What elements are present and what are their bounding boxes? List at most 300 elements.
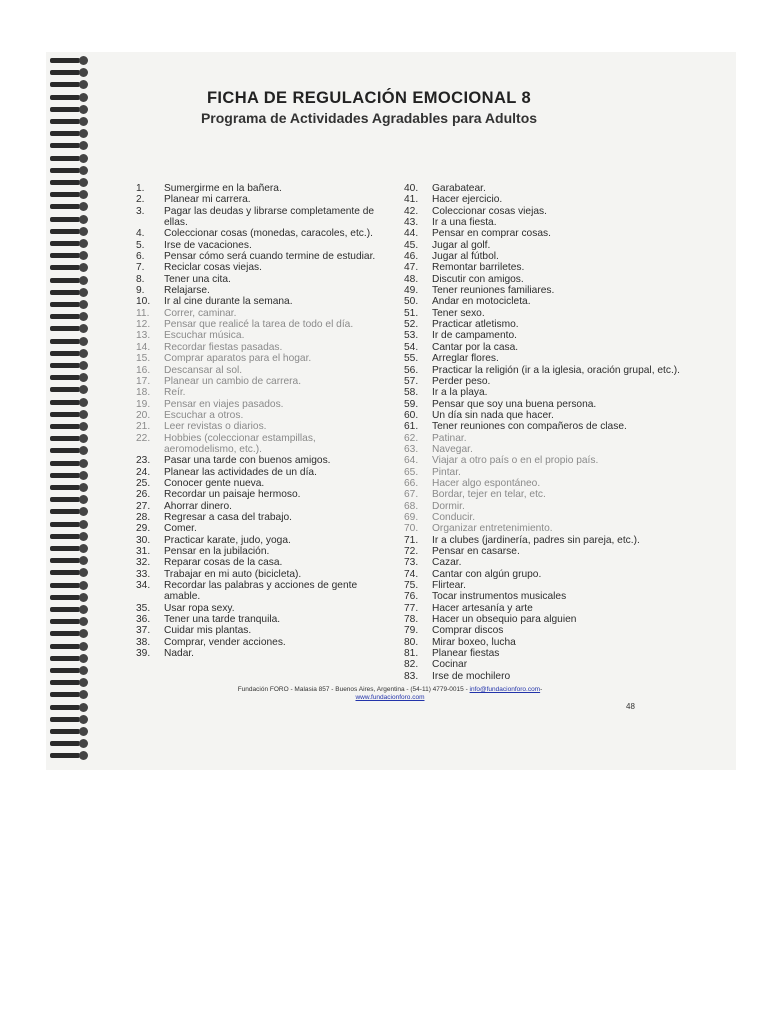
- list-item: [404, 274, 694, 285]
- item-text: Pensar en la jubilación.: [164, 546, 270, 557]
- list-item: [136, 183, 382, 194]
- item-text: Trabajar en mi auto (bicicleta).: [164, 568, 302, 580]
- item-number: 10.: [136, 296, 151, 308]
- item-number: 73.: [404, 557, 419, 569]
- list-item: [136, 478, 382, 489]
- item-text: Usar ropa sexy.: [164, 602, 235, 614]
- item-number: 80.: [404, 636, 419, 648]
- item-number: 48.: [404, 273, 419, 285]
- item-number: 55.: [404, 353, 419, 365]
- list-item: [136, 421, 382, 432]
- item-text: Planear un cambio de carrera.: [164, 375, 302, 387]
- spiral-ring-icon: [50, 446, 88, 455]
- list-item: [404, 535, 694, 546]
- list-item: [404, 671, 694, 682]
- item-text: Conocer gente nueva.: [164, 477, 265, 489]
- item-text: Pensar que realicé la tarea de todo el día.: [164, 319, 354, 331]
- item-text: Ir a una fiesta.: [432, 217, 497, 229]
- item-text: Pensar cómo será cuando termine de estudiar.: [164, 251, 376, 263]
- list-item: [404, 342, 694, 353]
- item-text: Organizar entretenimiento.: [432, 523, 553, 535]
- footer-email-link[interactable]: info@fundacionforo.com: [469, 686, 541, 693]
- item-text: Cuidar mis plantas.: [164, 625, 252, 637]
- page-subtitle: Programa de Actividades Agradables para Adultos: [200, 110, 538, 126]
- spiral-ring-icon: [50, 373, 88, 382]
- list-item: [136, 637, 382, 648]
- item-text: Cantar por la casa.: [432, 341, 519, 353]
- item-text: Remontar barriletes.: [432, 262, 525, 274]
- item-number: 65.: [404, 466, 419, 478]
- list-item: [136, 194, 382, 205]
- item-number: 11.: [136, 307, 150, 319]
- item-number: 25.: [136, 477, 151, 489]
- item-number: 7.: [136, 262, 145, 274]
- spiral-ring-icon: [50, 80, 88, 89]
- spiral-ring-icon: [50, 629, 88, 638]
- page-number: 48: [626, 702, 635, 711]
- spiral-ring-icon: [50, 459, 88, 468]
- item-text: Garabatear.: [432, 183, 486, 194]
- list-item: [404, 194, 694, 205]
- list-item: [136, 365, 382, 376]
- item-number: 12.: [136, 319, 151, 331]
- item-number: 5.: [136, 239, 145, 251]
- list-item: [404, 659, 694, 670]
- item-text: Sumergirme en la bañera.: [164, 183, 282, 194]
- item-text: Mirar boxeo, lucha: [432, 636, 516, 648]
- item-text: Ir a la playa.: [432, 387, 488, 399]
- item-number: 36.: [136, 614, 151, 626]
- item-number: 28.: [136, 511, 151, 523]
- item-text: Patinar.: [432, 432, 467, 444]
- list-item: [136, 546, 382, 557]
- list-item: [404, 217, 694, 228]
- spiral-ring-icon: [50, 715, 88, 724]
- spiral-ring-icon: [50, 349, 88, 358]
- spiral-ring-icon: [50, 288, 88, 297]
- list-item: [404, 353, 694, 364]
- item-number: 38.: [136, 636, 151, 648]
- item-text: Conducir.: [432, 511, 476, 523]
- spiral-ring-icon: [50, 581, 88, 590]
- item-text: Comprar, vender acciones.: [164, 636, 286, 648]
- item-number: 13.: [136, 330, 151, 342]
- spiral-ring-icon: [50, 93, 88, 102]
- list-item: [136, 262, 382, 273]
- spiral-ring-icon: [50, 141, 88, 150]
- item-text: Planear fiestas: [432, 648, 500, 660]
- list-item: [404, 580, 694, 591]
- list-item: [136, 285, 382, 296]
- item-number: 3.: [136, 205, 145, 217]
- document-header: [134, 89, 604, 126]
- list-item: [404, 625, 694, 636]
- spiral-ring-icon: [50, 556, 88, 565]
- item-text: Viajar a otro país o en el propio país.: [432, 455, 599, 467]
- item-text: Hacer ejercicio.: [432, 194, 503, 206]
- spiral-ring-icon: [50, 593, 88, 602]
- spiral-ring-icon: [50, 300, 88, 309]
- spiral-ring-icon: [50, 422, 88, 431]
- spiral-ring-icon: [50, 105, 88, 114]
- item-text: Irse de mochilero: [432, 670, 511, 682]
- list-item: [404, 206, 694, 217]
- list-item: [404, 433, 694, 444]
- list-item: [404, 410, 694, 421]
- item-number: 34.: [136, 580, 151, 592]
- list-item: [404, 262, 694, 273]
- item-text: Practicar karate, judo, yoga.: [164, 534, 291, 546]
- item-text: Hacer algo espontáneo.: [432, 477, 541, 489]
- list-item: [136, 603, 382, 614]
- list-item: [136, 330, 382, 341]
- spiral-ring-icon: [50, 251, 88, 260]
- item-number: 21.: [136, 421, 151, 433]
- list-item: [404, 523, 694, 534]
- spiral-ring-icon: [50, 117, 88, 126]
- item-number: 22.: [136, 432, 151, 444]
- list-item: [404, 603, 694, 614]
- item-number: 76.: [404, 591, 419, 603]
- spiral-ring-icon: [50, 703, 88, 712]
- footer-address: Fundación FORO - Malasia 857 - Buenos Aires, Argentina - (54-11) 4779-0015 -: [237, 686, 470, 693]
- item-text: Ahorrar dinero.: [164, 500, 232, 512]
- spiral-ring-icon: [50, 227, 88, 236]
- item-text: Flirtear.: [432, 580, 466, 592]
- item-text: Correr, caminar.: [164, 307, 237, 319]
- list-item: [404, 376, 694, 387]
- list-item: [136, 557, 382, 568]
- spiral-ring-icon: [50, 617, 88, 626]
- item-number: 23.: [136, 455, 151, 467]
- item-text: Reciclar cosas viejas.: [164, 262, 262, 274]
- item-number: 47.: [404, 262, 419, 274]
- list-item: [136, 433, 382, 456]
- activities-list-left: [136, 183, 382, 659]
- spiral-ring-icon: [50, 263, 88, 272]
- item-number: 2.: [136, 194, 145, 206]
- item-number: 4.: [136, 228, 145, 240]
- item-number: 35.: [136, 602, 151, 614]
- spiral-ring-icon: [50, 642, 88, 651]
- item-text: Tocar instrumentos musicales: [432, 591, 567, 603]
- list-item: [404, 512, 694, 523]
- item-number: 27.: [136, 500, 151, 512]
- item-number: 62.: [404, 432, 419, 444]
- item-text: Perder peso.: [432, 375, 491, 387]
- spiral-ring-icon: [50, 239, 88, 248]
- list-item: [404, 285, 694, 296]
- list-item: [404, 637, 694, 648]
- item-text: Descansar al sol.: [164, 364, 243, 376]
- item-text: Pasar una tarde con buenos amigos.: [164, 455, 331, 467]
- item-text: Andar en motocicleta.: [432, 296, 531, 308]
- list-item: [136, 353, 382, 364]
- item-text: Relajarse.: [164, 285, 210, 297]
- item-number: 72.: [404, 546, 419, 557]
- list-item: [404, 444, 694, 455]
- list-item: [404, 489, 694, 500]
- item-text: Hacer un obsequio para alguien: [432, 614, 577, 626]
- list-item: [404, 421, 694, 432]
- list-item: [136, 228, 382, 239]
- spiral-binding-icon: [46, 56, 90, 768]
- item-text: Irse de vacaciones.: [164, 239, 252, 251]
- item-number: 77.: [404, 602, 419, 614]
- item-text: Tener reuniones familiares.: [432, 285, 555, 297]
- item-number: 52.: [404, 319, 419, 331]
- item-text: Pensar que soy una buena persona.: [432, 398, 597, 410]
- item-number: 64.: [404, 455, 419, 467]
- list-item: [404, 546, 694, 557]
- item-number: 59.: [404, 398, 419, 410]
- item-text: Recordar un paisaje hermoso.: [164, 489, 301, 501]
- spiral-ring-icon: [50, 495, 88, 504]
- spiral-ring-icon: [50, 385, 88, 394]
- item-number: 32.: [136, 557, 151, 569]
- list-item: [136, 296, 382, 307]
- spiral-ring-icon: [50, 68, 88, 77]
- list-item: [404, 569, 694, 580]
- item-number: 37.: [136, 625, 151, 637]
- item-text: Pagar las deudas y librarse completamente de ellas.: [164, 205, 375, 229]
- list-item: [136, 410, 382, 421]
- item-text: Ir de campamento.: [432, 330, 517, 342]
- item-number: 40.: [404, 183, 419, 194]
- item-text: Cantar con algún grupo.: [432, 568, 542, 580]
- item-number: 45.: [404, 239, 419, 251]
- item-text: Escuchar música.: [164, 330, 245, 342]
- list-item: [404, 387, 694, 398]
- item-number: 14.: [136, 341, 151, 353]
- spiral-ring-icon: [50, 654, 88, 663]
- item-number: 82.: [404, 659, 419, 671]
- item-number: 63.: [404, 443, 419, 455]
- item-text: Arreglar flores.: [432, 353, 499, 365]
- list-item: [404, 251, 694, 262]
- spiral-ring-icon: [50, 276, 88, 285]
- spiral-ring-icon: [50, 568, 88, 577]
- spiral-ring-icon: [50, 202, 88, 211]
- list-item: [404, 591, 694, 602]
- item-text: Practicar la religión (ir a la iglesia, oración grupal, etc.).: [432, 364, 681, 376]
- item-number: 33.: [136, 568, 151, 580]
- spiral-ring-icon: [50, 215, 88, 224]
- item-text: Coleccionar cosas viejas.: [432, 205, 547, 217]
- list-item: [404, 478, 694, 489]
- footer-separator: -: [540, 686, 543, 693]
- spiral-ring-icon: [50, 605, 88, 614]
- list-item: [136, 648, 382, 659]
- item-number: 31.: [136, 546, 151, 557]
- activities-list-right: [404, 183, 694, 682]
- spiral-ring-icon: [50, 178, 88, 187]
- list-item: [136, 342, 382, 353]
- spiral-ring-icon: [50, 727, 88, 736]
- item-number: 1.: [136, 183, 145, 194]
- item-number: 30.: [136, 534, 151, 546]
- spiral-ring-icon: [50, 483, 88, 492]
- item-number: 57.: [404, 375, 419, 387]
- spiral-ring-icon: [50, 129, 88, 138]
- item-number: 44.: [404, 228, 419, 240]
- spiral-ring-icon: [50, 337, 88, 346]
- list-item: [404, 228, 694, 239]
- item-text: Recordar fiestas pasadas.: [164, 341, 283, 353]
- list-item: [136, 501, 382, 512]
- list-item: [136, 308, 382, 319]
- item-number: 81.: [404, 648, 419, 660]
- item-text: Recordar las palabras y acciones de gente amable.: [164, 580, 358, 603]
- spiral-ring-icon: [50, 666, 88, 675]
- item-number: 51.: [404, 307, 419, 319]
- item-text: Practicar atletismo.: [432, 319, 519, 331]
- list-item: [136, 319, 382, 330]
- item-text: Comer.: [164, 523, 197, 535]
- item-text: Cocinar: [432, 659, 468, 671]
- item-number: 70.: [404, 523, 419, 535]
- list-item: [404, 557, 694, 568]
- item-number: 53.: [404, 330, 419, 342]
- item-number: 49.: [404, 285, 419, 297]
- spiral-ring-icon: [50, 520, 88, 529]
- list-item: [136, 614, 382, 625]
- item-text: Tener sexo.: [432, 307, 485, 319]
- list-item: [136, 580, 382, 603]
- spiral-ring-icon: [50, 544, 88, 553]
- item-text: Pensar en casarse.: [432, 546, 520, 557]
- item-number: 18.: [136, 387, 151, 399]
- item-text: Un día sin nada que hacer.: [432, 409, 554, 421]
- spiral-ring-icon: [50, 434, 88, 443]
- list-item: [136, 274, 382, 285]
- item-text: Leer revistas o diarios.: [164, 421, 267, 433]
- spiral-ring-icon: [50, 361, 88, 370]
- item-number: 26.: [136, 489, 151, 501]
- item-number: 69.: [404, 511, 419, 523]
- list-item: [136, 467, 382, 478]
- item-text: Pintar.: [432, 466, 461, 478]
- list-item: [404, 330, 694, 341]
- item-number: 17.: [136, 375, 151, 387]
- item-text: Hacer artesanía y arte: [432, 602, 533, 614]
- item-number: 39.: [136, 648, 151, 660]
- item-number: 16.: [136, 364, 151, 376]
- list-item: [136, 625, 382, 636]
- item-text: Ir a clubes (jardinería, padres sin pareja, etc.).: [432, 534, 640, 546]
- list-item: [136, 569, 382, 580]
- list-item: [404, 648, 694, 659]
- spiral-ring-icon: [50, 471, 88, 480]
- item-text: Planear mi carrera.: [164, 194, 251, 206]
- item-text: Reír.: [164, 387, 186, 399]
- item-text: Nadar.: [164, 648, 195, 660]
- item-number: 43.: [404, 217, 419, 229]
- item-number: 50.: [404, 296, 419, 308]
- item-number: 8.: [136, 273, 145, 285]
- item-text: Reparar cosas de la casa.: [164, 557, 283, 569]
- item-number: 58.: [404, 387, 419, 399]
- item-text: Navegar.: [432, 443, 473, 455]
- list-item: [136, 206, 382, 229]
- spiral-ring-icon: [50, 324, 88, 333]
- list-item: [404, 455, 694, 466]
- item-text: Tener una cita.: [164, 273, 231, 285]
- list-item: [136, 512, 382, 523]
- item-text: Pensar en viajes pasados.: [164, 398, 284, 410]
- list-item: [404, 240, 694, 251]
- list-item: [404, 296, 694, 307]
- list-item: [404, 501, 694, 512]
- item-number: 46.: [404, 251, 419, 263]
- item-text: Hobbies (coleccionar estampillas, aeromodelismo, etc.).: [164, 432, 316, 455]
- item-number: 42.: [404, 205, 419, 217]
- list-item: [404, 365, 694, 376]
- spiral-ring-icon: [50, 312, 88, 321]
- item-number: 83.: [404, 670, 419, 682]
- list-item: [404, 467, 694, 478]
- item-text: Discutir con amigos.: [432, 273, 524, 285]
- item-number: 20.: [136, 409, 151, 421]
- item-text: Tener reuniones con compañeros de clase.: [432, 421, 627, 433]
- spiral-ring-icon: [50, 739, 88, 748]
- item-number: 78.: [404, 614, 419, 626]
- item-text: Pensar en comprar cosas.: [432, 228, 551, 240]
- item-number: 61.: [404, 421, 419, 433]
- item-number: 56.: [404, 364, 419, 376]
- list-item: [136, 251, 382, 262]
- footer: [180, 686, 600, 702]
- item-number: 71.: [404, 534, 419, 546]
- item-number: 60.: [404, 409, 419, 421]
- list-item: [404, 183, 694, 194]
- list-item: [136, 399, 382, 410]
- list-item: [404, 399, 694, 410]
- spiral-ring-icon: [50, 532, 88, 541]
- list-item: [404, 614, 694, 625]
- item-number: 67.: [404, 489, 419, 501]
- spiral-ring-icon: [50, 410, 88, 419]
- spiral-ring-icon: [50, 678, 88, 687]
- spiral-ring-icon: [50, 190, 88, 199]
- item-number: 74.: [404, 568, 419, 580]
- item-number: 24.: [136, 466, 151, 478]
- item-number: 68.: [404, 500, 419, 512]
- page-title: FICHA DE REGULACIÓN EMOCIONAL 8: [206, 89, 532, 107]
- footer-website-link[interactable]: www.fundacionforo.com: [355, 694, 425, 701]
- item-number: 19.: [136, 398, 151, 410]
- list-item: [136, 489, 382, 500]
- list-item: [404, 308, 694, 319]
- item-text: Comprar aparatos para el hogar.: [164, 353, 312, 365]
- list-item: [136, 387, 382, 398]
- spiral-ring-icon: [50, 398, 88, 407]
- item-number: 75.: [404, 580, 419, 592]
- item-number: 6.: [136, 251, 145, 263]
- spiral-ring-icon: [50, 166, 88, 175]
- item-number: 29.: [136, 523, 151, 535]
- item-text: Bordar, tejer en telar, etc.: [432, 489, 546, 501]
- item-text: Tener una tarde tranquila.: [164, 614, 281, 626]
- item-text: Coleccionar cosas (monedas, caracoles, etc.).: [164, 228, 373, 240]
- item-number: 9.: [136, 285, 145, 297]
- item-text: Cazar.: [432, 557, 462, 569]
- item-text: Jugar al fútbol.: [432, 251, 499, 263]
- list-item: [404, 319, 694, 330]
- item-text: Escuchar a otros.: [164, 409, 244, 421]
- spiral-ring-icon: [50, 507, 88, 516]
- item-text: Regresar a casa del trabajo.: [164, 511, 292, 523]
